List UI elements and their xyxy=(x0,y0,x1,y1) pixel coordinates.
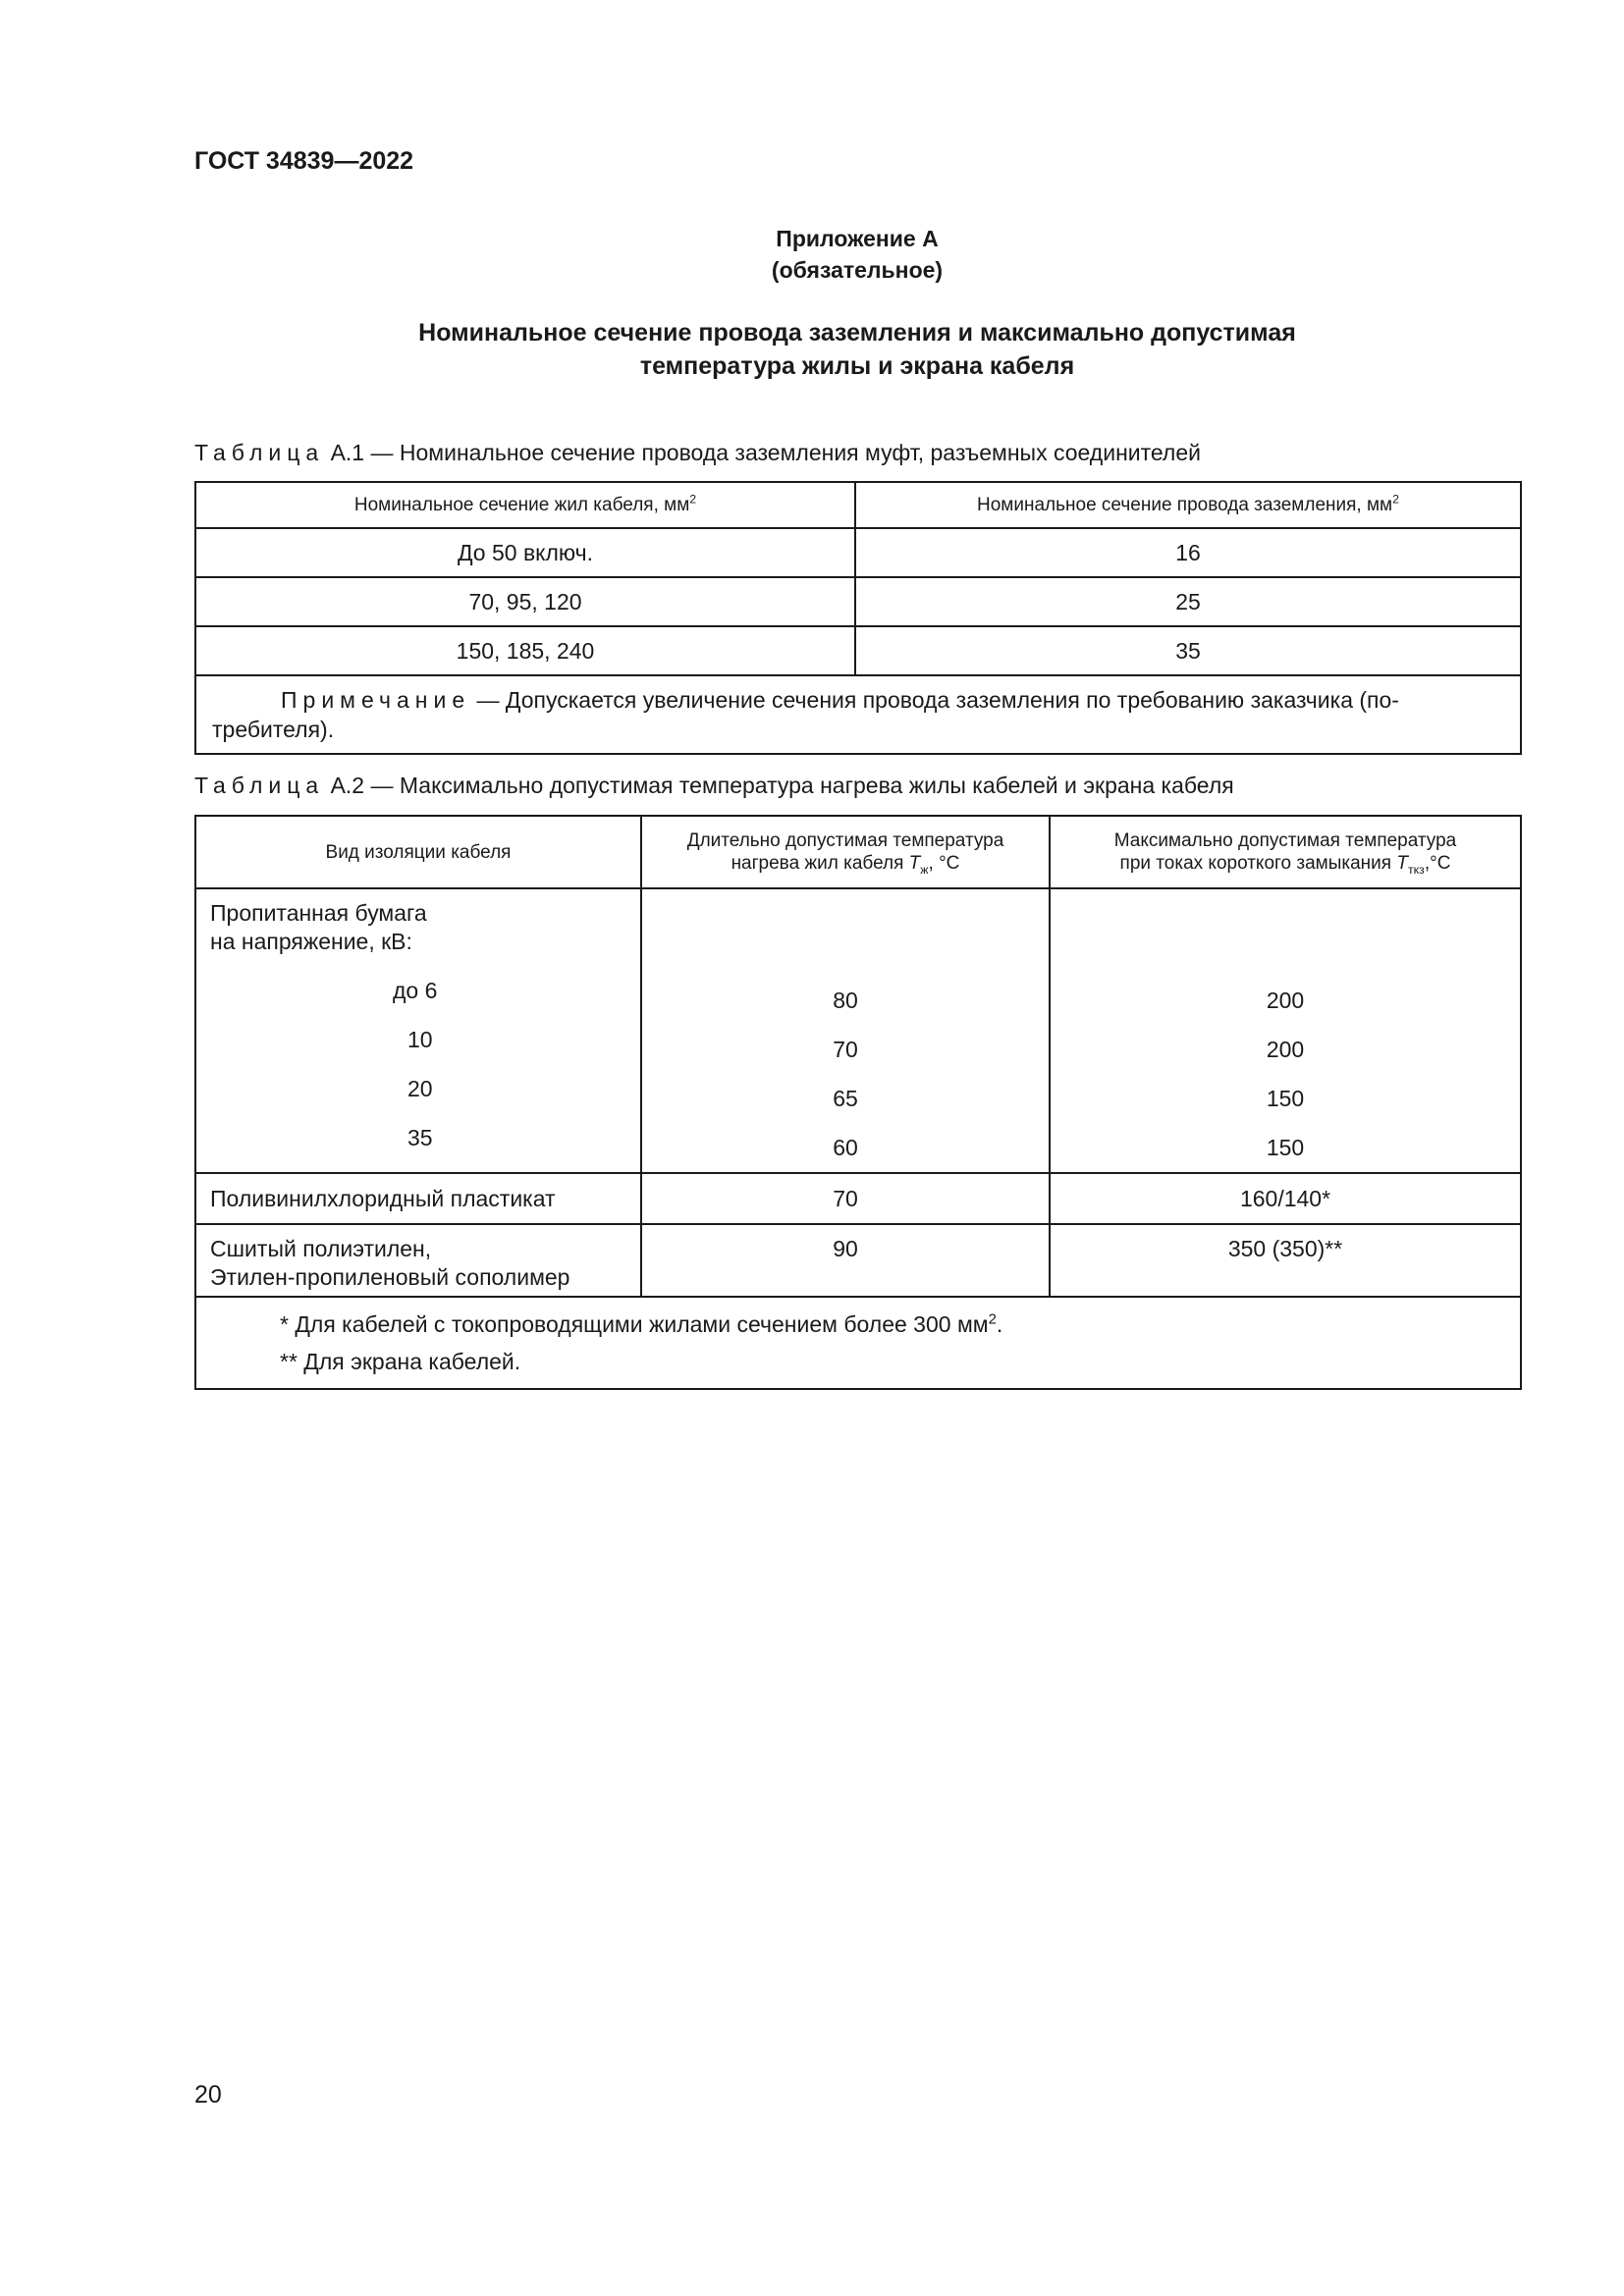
table1-cell-ground: 25 xyxy=(855,577,1521,626)
table2-header-shortcircuit-line1: Максимально допустимая температура xyxy=(1113,830,1457,851)
table1-caption xyxy=(194,440,1201,466)
table1-caption-text: А.1 — Номинальное сечение провода заземления муфт, разъемных соединителей xyxy=(324,440,1201,465)
table2-header-shortcircuit-unit: ,°C xyxy=(1424,853,1451,874)
table2-pvc-continuous xyxy=(641,1173,1050,1224)
table2-footnote2: ** Для экрана кабелей. xyxy=(280,1349,521,1374)
table1-header-ground-text: Номинальное сечение провода заземления, мм xyxy=(977,494,1393,515)
table2-shortcircuit-value: 200 xyxy=(1266,988,1305,1013)
table2-header-continuous-line1: Длительно допустимая температура xyxy=(686,830,1004,851)
table2-footnotes-row xyxy=(195,1297,1521,1389)
table2-pvc-continuous-text: 70 xyxy=(833,1186,858,1211)
table2-paper-continuous xyxy=(641,888,1050,1173)
table2-caption-word: Таблица xyxy=(194,773,325,798)
standard-code: ГОСТ 34839—2022 xyxy=(194,147,414,175)
table2-header-continuous-unit: , °C xyxy=(928,853,960,874)
appendix-title: Приложение А xyxy=(776,226,939,251)
table1-caption-word: Таблица xyxy=(194,440,325,465)
table2-pvc-label xyxy=(195,1173,641,1224)
table-row xyxy=(195,888,1521,1173)
appendix-status: (обязательное) xyxy=(771,257,944,283)
table2-header-insulation: Вид изоляции кабеля xyxy=(195,816,641,888)
page-number: 20 xyxy=(194,2081,222,2109)
table2-voltage: 10 xyxy=(407,1027,433,1052)
table2-xlpe-continuous xyxy=(641,1224,1050,1297)
table1-header-ground-sup: 2 xyxy=(1392,492,1399,507)
table1-note-row xyxy=(195,675,1521,754)
table2-spacer xyxy=(1051,889,1520,976)
table1 xyxy=(194,481,1522,755)
table-row xyxy=(195,577,1521,626)
table2-pvc-shortcircuit xyxy=(1050,1173,1521,1224)
table2 xyxy=(194,815,1522,1390)
table2-caption-text: А.2 — Максимально допустимая температура нагрева жилы кабелей и экрана кабеля xyxy=(324,773,1234,798)
table2-header-row xyxy=(195,816,1521,888)
table2-caption xyxy=(194,773,1234,799)
table2-xlpe-label2: Этилен-пропиленовый сополимер xyxy=(210,1264,570,1290)
table1-cell-section: 150, 185, 240 xyxy=(195,626,855,675)
table2-footnotes xyxy=(195,1297,1521,1389)
table-row xyxy=(195,528,1521,577)
table2-header-shortcircuit-text: при токах короткого замыкания xyxy=(1119,853,1397,874)
table2-paper-label xyxy=(196,889,640,966)
table2-xlpe-label-text xyxy=(196,1225,640,1296)
appendix-heading-line1: Номинальное сечение провода заземления и максимально допустимая xyxy=(418,319,1296,347)
table2-voltage: 35 xyxy=(407,1125,433,1150)
table1-cell-section: 70, 95, 120 xyxy=(195,577,855,626)
table2-footnote1-end: . xyxy=(996,1311,1003,1337)
table2-paper-label2: на напряжение, кВ: xyxy=(210,929,412,954)
table1-note xyxy=(195,675,1521,754)
table2-continuous-value: 80 xyxy=(833,988,858,1013)
table1-header-ground xyxy=(855,482,1521,528)
table2-header-continuous-line2 xyxy=(642,852,1049,875)
table2-header-continuous xyxy=(641,816,1050,888)
table2-spacer xyxy=(642,889,1049,976)
table2-continuous-value: 70 xyxy=(833,1037,858,1062)
table2-shortcircuit-value: 150 xyxy=(1266,1135,1305,1160)
table2-header-shortcircuit-sub: ткз xyxy=(1407,862,1425,877)
table2-paper-label1: Пропитанная бумага xyxy=(210,900,427,926)
table-row xyxy=(195,1224,1521,1297)
table2-footnote1-text: * Для кабелей с токопроводящими жилами сечением более 300 мм xyxy=(280,1311,989,1337)
table1-note-line1 xyxy=(212,685,1504,715)
table2-voltage: до 6 xyxy=(393,978,438,1003)
table2-header-continuous-text: нагрева жил кабеля xyxy=(731,853,909,874)
table2-xlpe-shortcircuit-text: 350 (350)** xyxy=(1227,1236,1343,1261)
table1-header-section xyxy=(195,482,855,528)
table1-cell-section: До 50 включ. xyxy=(195,528,855,577)
table2-footnote1 xyxy=(280,1306,1520,1343)
table1-header-row xyxy=(195,482,1521,528)
table2-shortcircuit-value: 200 xyxy=(1266,1037,1305,1062)
table2-xlpe-label xyxy=(195,1224,641,1297)
table2-xlpe-shortcircuit xyxy=(1050,1224,1521,1297)
table2-xlpe-label1: Сшитый полиэтилен, xyxy=(210,1236,432,1261)
table2-shortcircuit-value: 150 xyxy=(1266,1086,1305,1111)
table2-footnotes-block xyxy=(196,1298,1520,1388)
table1-note-word: Примечание xyxy=(281,687,471,713)
table2-continuous-value: 60 xyxy=(833,1135,858,1160)
table2-footnote1-sup: 2 xyxy=(988,1310,997,1328)
table1-header-section-text: Номинальное сечение жил кабеля, мм xyxy=(353,494,690,515)
appendix-heading xyxy=(194,316,1520,383)
table1-note-line2: требителя). xyxy=(212,717,335,742)
table2-voltage: 20 xyxy=(407,1076,433,1101)
table-row xyxy=(195,626,1521,675)
table1-header-section-sup: 2 xyxy=(689,492,697,507)
table2-xlpe-continuous-text: 90 xyxy=(833,1236,858,1261)
table2-continuous-value: 65 xyxy=(833,1086,858,1111)
table2-paper-shortcircuit xyxy=(1050,888,1521,1173)
table2-paper-insulation xyxy=(195,888,641,1173)
table1-cell-ground: 35 xyxy=(855,626,1521,675)
appendix-heading-line2: температура жилы и экрана кабеля xyxy=(639,352,1075,380)
table2-header-continuous-var: T xyxy=(908,853,921,874)
table2-header-continuous-sub: ж xyxy=(920,862,929,877)
table2-pvc-label-text: Поливинилхлоридный пластикат xyxy=(210,1186,556,1211)
table2-header-shortcircuit xyxy=(1050,816,1521,888)
table-row xyxy=(195,1173,1521,1224)
table2-header-shortcircuit-line2 xyxy=(1051,852,1520,875)
table2-pvc-shortcircuit-text: 160/140* xyxy=(1239,1186,1331,1211)
table1-cell-ground: 16 xyxy=(855,528,1521,577)
table1-note-text: — Допускается увеличение сечения провода заземления по требованию заказчика (по- xyxy=(470,687,1399,713)
table2-header-shortcircuit-var: T xyxy=(1396,853,1408,874)
